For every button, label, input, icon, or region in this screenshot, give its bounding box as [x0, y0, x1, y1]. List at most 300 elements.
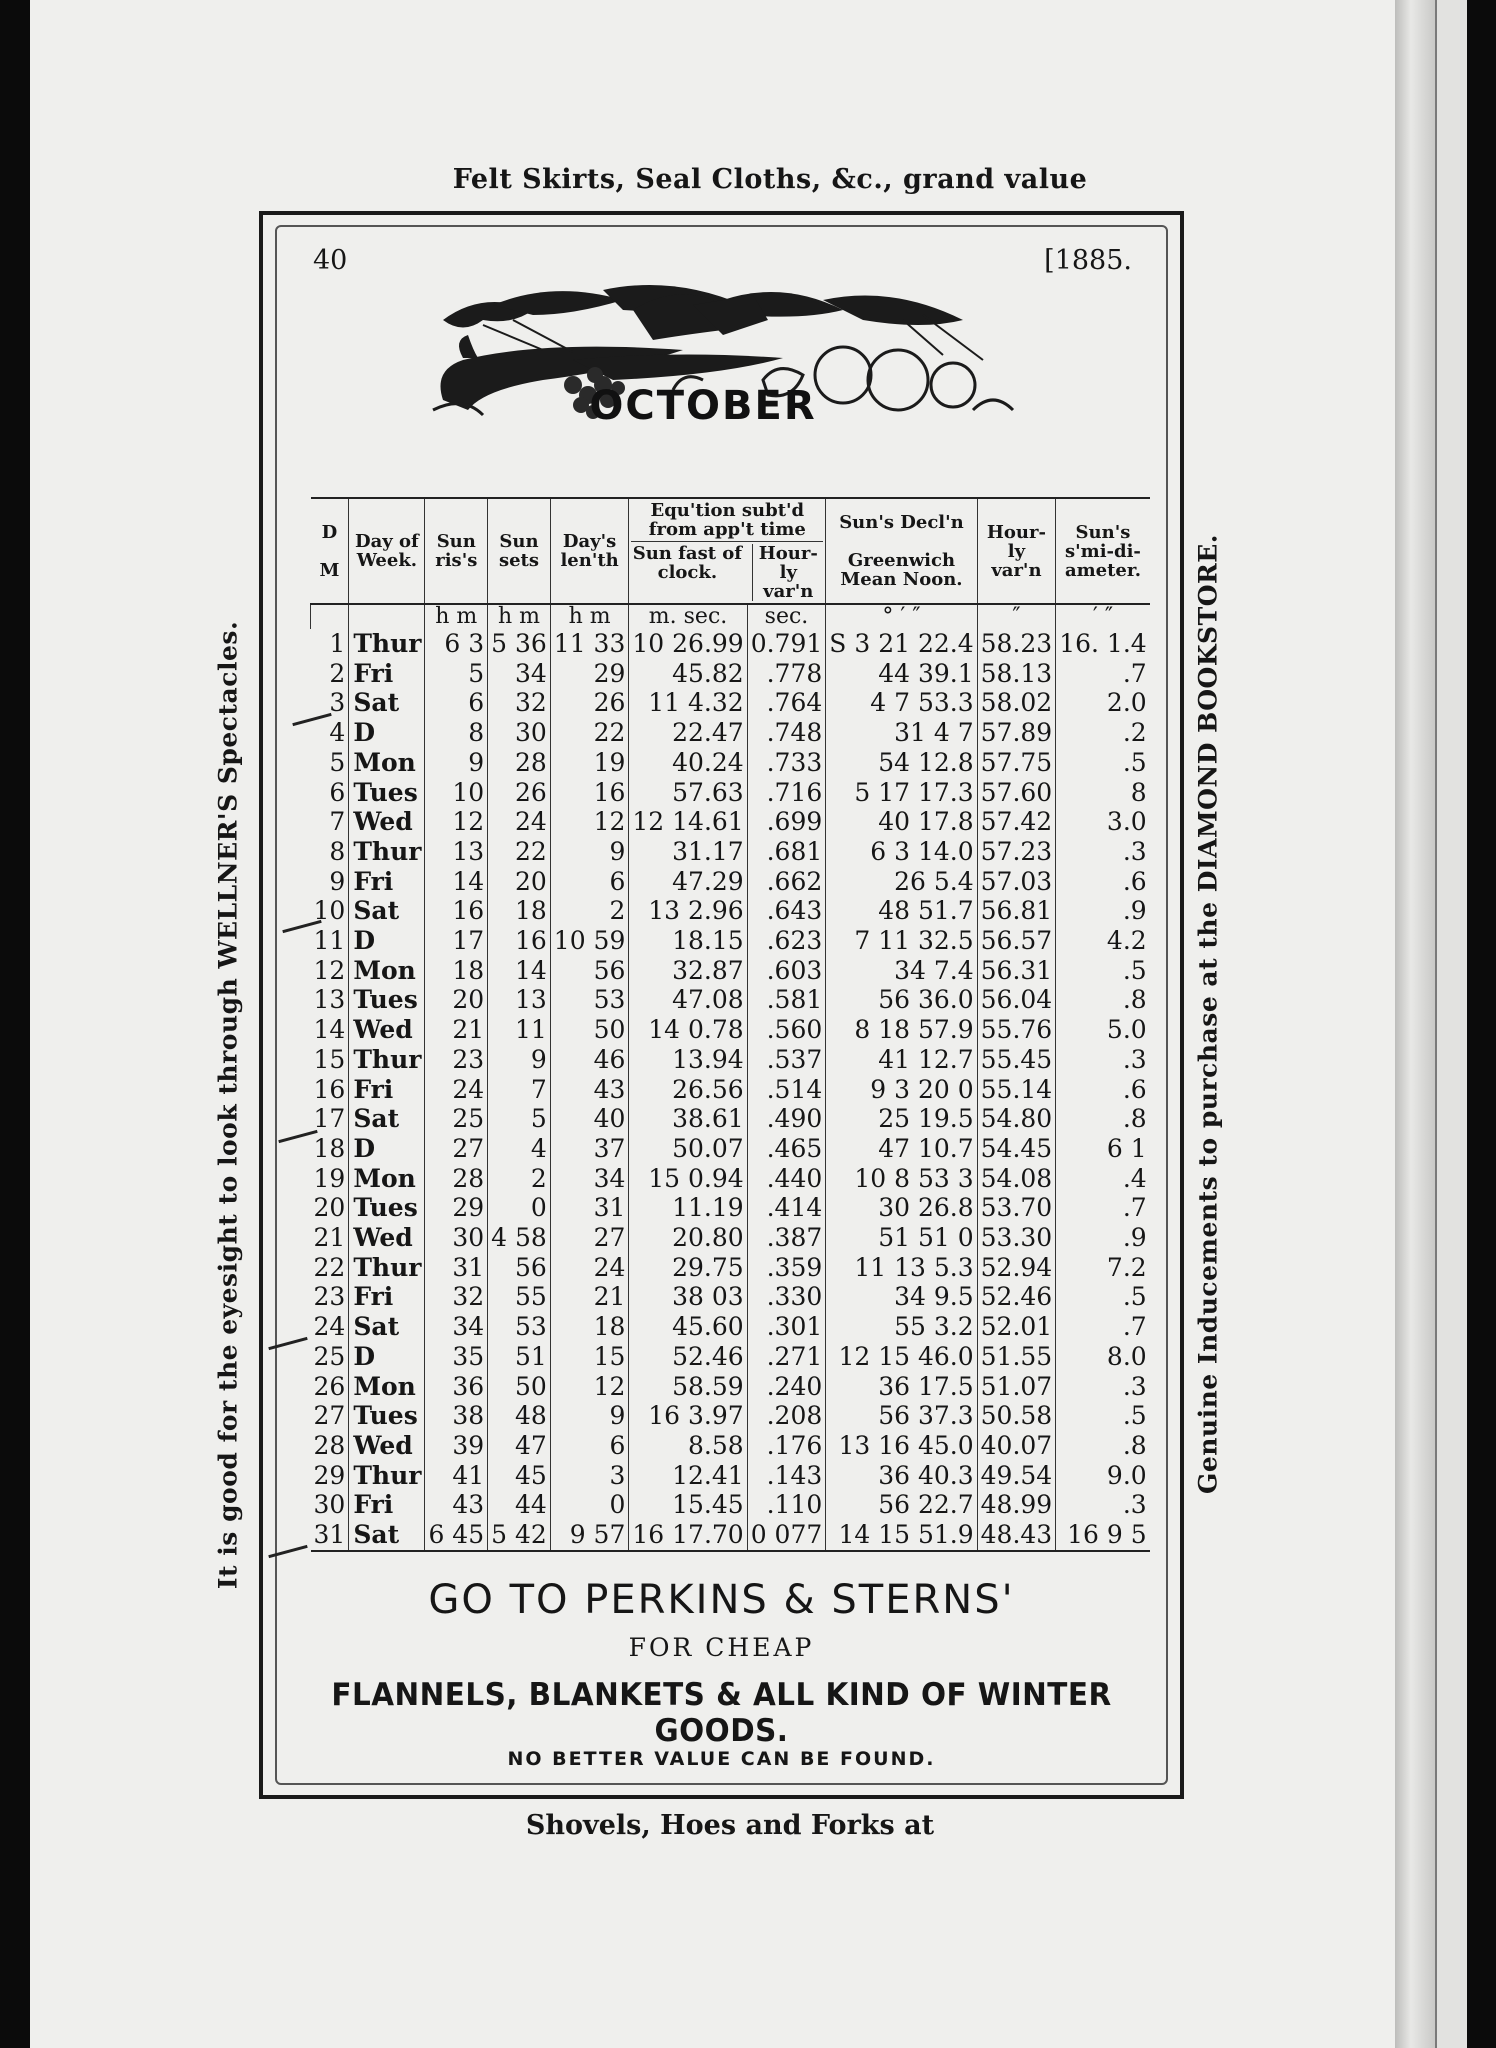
hourly-variation-2-cell: 55.76	[977, 1015, 1056, 1045]
sunrise-cell: 29	[425, 1193, 488, 1223]
sunset-cell: 50	[488, 1372, 551, 1402]
day-length-cell: 10 59	[550, 926, 629, 956]
hourly-variation-2-cell: 58.02	[977, 688, 1056, 718]
table-row	[311, 748, 1150, 778]
unit-cell: sec.	[747, 604, 826, 629]
sunrise-cell: 25	[425, 1104, 488, 1134]
day-of-week-cell: Wed	[349, 1431, 425, 1461]
table-row	[311, 1075, 1150, 1105]
sunset-cell: 4 58	[488, 1223, 551, 1253]
sunset-cell: 48	[488, 1401, 551, 1431]
hourly-variation-2-cell: 53.30	[977, 1223, 1056, 1253]
sunrise-cell: 21	[425, 1015, 488, 1045]
page-number: 40	[313, 245, 348, 276]
sun-fast-cell: 20.80	[629, 1223, 747, 1253]
day-length-cell: 22	[550, 718, 629, 748]
declination-cell: 31 4 7	[826, 718, 977, 748]
hourly-variation-cell: .330	[747, 1282, 826, 1312]
semi-diameter-cell: .4	[1056, 1164, 1150, 1194]
declination-cell: 10 8 53 3	[826, 1164, 977, 1194]
hourly-variation-cell: .301	[747, 1312, 826, 1342]
sun-fast-cell: 10 26.99	[629, 629, 747, 659]
day-number-cell: 4	[329, 718, 346, 748]
day-number-cell: 13	[313, 985, 346, 1015]
day-of-week-cell: Mon	[349, 1372, 425, 1402]
table-row	[311, 1193, 1150, 1223]
semi-diameter-cell: .6	[1056, 867, 1150, 897]
sunrise-cell: 6	[425, 688, 488, 718]
semi-diameter-cell: 5.0	[1056, 1015, 1150, 1045]
hourly-variation-cell: 0.791	[747, 629, 826, 659]
unit-cell: ′ ″	[1056, 604, 1150, 629]
declination-cell: 26 5.4	[826, 867, 977, 897]
day-number-cell: 20	[313, 1193, 346, 1223]
semi-diameter-cell: 7.2	[1056, 1253, 1150, 1283]
page-gutter	[1395, 0, 1435, 2048]
day-number-cell: 24	[313, 1312, 346, 1342]
hourly-variation-cell: .110	[747, 1490, 826, 1520]
hourly-variation-cell: .240	[747, 1372, 826, 1402]
hourly-variation-2-cell: 57.03	[977, 867, 1056, 897]
day-length-cell: 56	[550, 956, 629, 986]
declination-cell: 36 40.3	[826, 1461, 977, 1491]
day-number-cell: 21	[313, 1223, 346, 1253]
advert-subline: FOR CHEAP	[628, 1633, 815, 1662]
sunrise-cell: 32	[425, 1282, 488, 1312]
hourly-variation-2-cell: 55.14	[977, 1075, 1056, 1105]
semi-diameter-cell: 16. 1.4	[1056, 629, 1150, 659]
advert-headline: GO TO PERKINS & STERNS'	[428, 1577, 1015, 1623]
sunset-cell: 20	[488, 867, 551, 897]
day-of-week-cell: Mon	[349, 1164, 425, 1194]
table-row	[311, 718, 1150, 748]
day-number-cell: 2	[329, 658, 346, 688]
hourly-variation-2-cell: 57.89	[977, 718, 1056, 748]
declination-cell: 6 3 14.0	[826, 837, 977, 867]
hourly-variation-cell: .603	[747, 956, 826, 986]
day-number-cell: 23	[313, 1282, 346, 1312]
semi-diameter-cell: .7	[1056, 1193, 1150, 1223]
hourly-variation-2-cell: 56.04	[977, 985, 1056, 1015]
day-number-cell: 22	[313, 1252, 346, 1282]
day-number-cell: 25	[313, 1341, 346, 1371]
declination-cell: 4 7 53.3	[826, 688, 977, 718]
day-length-cell: 2	[550, 896, 629, 926]
hourly-variation-2-cell: 54.45	[977, 1134, 1056, 1164]
day-number-cell: 31	[311, 1520, 349, 1551]
sun-fast-cell: 12.41	[629, 1461, 747, 1491]
day-number-cell: 17	[313, 1104, 346, 1134]
units-row	[311, 604, 1150, 629]
hourly-variation-2-cell: 51.55	[977, 1342, 1056, 1372]
sun-fast-cell: 16 3.97	[629, 1401, 747, 1431]
day-of-week-cell: Thur	[349, 1045, 425, 1075]
sunrise-cell: 27	[425, 1134, 488, 1164]
semi-diameter-cell: .5	[1056, 1282, 1150, 1312]
declination-cell: 56 22.7	[826, 1490, 977, 1520]
unit-cell: h m	[425, 604, 488, 629]
table-row	[311, 1312, 1150, 1342]
sunset-cell: 9	[488, 1045, 551, 1075]
hourly-variation-cell: .143	[747, 1461, 826, 1491]
day-of-week-cell: Tues	[349, 985, 425, 1015]
day-of-week-cell: Fri	[349, 867, 425, 897]
day-number-cell: 5	[329, 747, 346, 777]
day-of-week-cell: Wed	[349, 807, 425, 837]
semi-diameter-cell: 9.0	[1056, 1461, 1150, 1491]
declination-cell: 14 15 51.9	[826, 1520, 977, 1551]
declination-cell: 30 26.8	[826, 1193, 977, 1223]
declination-cell: 25 19.5	[826, 1104, 977, 1134]
day-length-cell: 9 57	[550, 1520, 629, 1551]
sunrise-cell: 30	[425, 1223, 488, 1253]
sun-fast-cell: 40.24	[629, 748, 747, 778]
hourly-variation-cell: .359	[747, 1253, 826, 1283]
semi-diameter-cell: .9	[1056, 1223, 1150, 1253]
declination-cell: 12 15 46.0	[826, 1342, 977, 1372]
hourly-variation-2-cell: 57.75	[977, 748, 1056, 778]
sunset-cell: 34	[488, 659, 551, 689]
declination-cell: 8 18 57.9	[826, 1015, 977, 1045]
table-row	[311, 659, 1150, 689]
declination-cell: 11 13 5.3	[826, 1253, 977, 1283]
month-title: OCTOBER	[589, 383, 817, 429]
sunrise-cell: 14	[425, 867, 488, 897]
day-of-week-cell: Sat	[349, 688, 425, 718]
semi-diameter-cell: .8	[1056, 985, 1150, 1015]
hourly-variation-cell: .716	[747, 778, 826, 808]
unit-cell: ″	[977, 604, 1056, 629]
sunset-cell: 0	[488, 1193, 551, 1223]
hourly-variation-cell: .581	[747, 985, 826, 1015]
hourly-variation-2-cell: 54.80	[977, 1104, 1056, 1134]
hourly-variation-cell: .271	[747, 1342, 826, 1372]
sun-fast-cell: 18.15	[629, 926, 747, 956]
sun-fast-cell: 57.63	[629, 778, 747, 808]
sun-fast-cell: 50.07	[629, 1134, 747, 1164]
hourly-variation-2-cell: 51.07	[977, 1372, 1056, 1402]
hourly-variation-cell: .778	[747, 659, 826, 689]
table-row	[311, 1223, 1150, 1253]
semi-diameter-cell: .3	[1056, 1372, 1150, 1402]
table-row	[311, 1104, 1150, 1134]
col-sun-sets: Sun sets	[488, 498, 551, 604]
semi-diameter-cell: 2.0	[1056, 688, 1150, 718]
declination-cell: 48 51.7	[826, 896, 977, 926]
declination-cell: 5 17 17.3	[826, 778, 977, 808]
day-length-cell: 19	[550, 748, 629, 778]
semi-diameter-cell: 4.2	[1056, 926, 1150, 956]
day-length-cell: 24	[550, 1253, 629, 1283]
hourly-variation-2-cell: 48.43	[977, 1520, 1056, 1551]
hourly-variation-2-cell: 55.45	[977, 1045, 1056, 1075]
day-length-cell: 27	[550, 1223, 629, 1253]
day-length-cell: 11 33	[550, 629, 629, 659]
hourly-variation-cell: .748	[747, 718, 826, 748]
table-row	[311, 867, 1150, 897]
sun-fast-cell: 14 0.78	[629, 1015, 747, 1045]
hourly-variation-2-cell: 57.42	[977, 807, 1056, 837]
semi-diameter-cell: .9	[1056, 896, 1150, 926]
day-length-cell: 15	[550, 1342, 629, 1372]
sun-fast-cell: 29.75	[629, 1253, 747, 1283]
semi-diameter-cell: 6 1	[1056, 1134, 1150, 1164]
day-length-cell: 6	[550, 1431, 629, 1461]
day-number-cell: 27	[313, 1401, 346, 1431]
day-of-week-cell: Mon	[349, 748, 425, 778]
table-header-row	[311, 498, 1150, 604]
declination-cell: 40 17.8	[826, 807, 977, 837]
day-length-cell: 26	[550, 688, 629, 718]
sunrise-cell: 28	[425, 1164, 488, 1194]
semi-diameter-cell: .2	[1056, 718, 1150, 748]
sun-fast-cell: 11 4.32	[629, 688, 747, 718]
sunrise-cell: 17	[425, 926, 488, 956]
right-margin-text: Genuine Inducements to purchase at the DIAMOND BOOKSTORE.	[1193, 533, 1223, 1495]
day-of-week-cell: Fri	[349, 1282, 425, 1312]
day-of-week-cell: Sat	[349, 1104, 425, 1134]
table-row	[311, 1164, 1150, 1194]
hourly-variation-cell: .764	[747, 688, 826, 718]
sunrise-cell: 39	[425, 1431, 488, 1461]
col-hourly-var2: Hour- ly var'n	[977, 498, 1056, 604]
sun-decl-label: Sun's Decl'n	[839, 512, 964, 533]
declination-cell: 54 12.8	[826, 748, 977, 778]
semi-diameter-cell: .5	[1056, 956, 1150, 986]
declination-cell: 9 3 20 0	[826, 1075, 977, 1105]
day-of-week-cell: D	[349, 1134, 425, 1164]
sun-fast-cell: 22.47	[629, 718, 747, 748]
table-row	[311, 1342, 1150, 1372]
sunrise-cell: 36	[425, 1372, 488, 1402]
day-of-week-cell: Thur	[349, 1461, 425, 1491]
hourly-variation-cell: .662	[747, 867, 826, 897]
sun-fast-cell: 12 14.61	[629, 807, 747, 837]
declination-cell: 13 16 45.0	[826, 1431, 977, 1461]
declination-cell: S 3 21 22.4	[826, 629, 977, 659]
declination-cell: 34 7.4	[826, 956, 977, 986]
sunset-cell: 30	[488, 718, 551, 748]
hourly-variation-cell: .699	[747, 807, 826, 837]
day-length-cell: 6	[550, 867, 629, 897]
col-equation-group	[629, 498, 826, 604]
sun-fast-cell: 38.61	[629, 1104, 747, 1134]
sunrise-cell: 41	[425, 1461, 488, 1491]
sunrise-cell: 10	[425, 778, 488, 808]
sunset-cell: 4	[488, 1134, 551, 1164]
sun-fast-cell: 13 2.96	[629, 896, 747, 926]
day-of-week-cell: Thur	[349, 837, 425, 867]
day-number-cell: 29	[313, 1460, 346, 1490]
hourly-variation-2-cell: 56.31	[977, 956, 1056, 986]
advert-goods: FLANNELS, BLANKETS & ALL KIND OF WINTER GOODS.	[331, 1677, 1112, 1749]
day-length-cell: 9	[550, 1401, 629, 1431]
sun-fast-cell: 13.94	[629, 1045, 747, 1075]
unit-cell: h m	[488, 604, 551, 629]
sunset-cell: 7	[488, 1075, 551, 1105]
day-number-cell: 18	[313, 1133, 346, 1163]
hourly-variation-cell: .643	[747, 896, 826, 926]
day-number-cell: 7	[329, 807, 346, 837]
hourly-variation-cell: .440	[747, 1164, 826, 1194]
sunset-cell: 51	[488, 1342, 551, 1372]
sunset-cell: 26	[488, 778, 551, 808]
hourly-variation-2-cell: 50.58	[977, 1401, 1056, 1431]
sunset-cell: 56	[488, 1253, 551, 1283]
hourly-variation-2-cell: 54.08	[977, 1164, 1056, 1194]
sunset-cell: 11	[488, 1015, 551, 1045]
day-length-cell: 0	[550, 1490, 629, 1520]
hourly-variation-cell: .176	[747, 1431, 826, 1461]
sunrise-cell: 9	[425, 748, 488, 778]
sun-fast-cell: 58.59	[629, 1372, 747, 1402]
declination-cell: 56 37.3	[826, 1401, 977, 1431]
next-page-edge	[1435, 0, 1467, 2048]
day-length-cell: 46	[550, 1045, 629, 1075]
day-of-week-cell: Sat	[349, 1520, 425, 1551]
unit-cell: h m	[550, 604, 629, 629]
day-of-week-cell: Wed	[349, 1015, 425, 1045]
declination-cell: 56 36.0	[826, 985, 977, 1015]
day-length-cell: 12	[550, 1372, 629, 1402]
sunset-cell: 13	[488, 985, 551, 1015]
day-length-cell: 12	[550, 807, 629, 837]
semi-diameter-cell: .3	[1056, 1490, 1150, 1520]
sunrise-cell: 23	[425, 1045, 488, 1075]
top-running-text: Felt Skirts, Seal Cloths, &c., grand value	[452, 164, 1088, 195]
col-sun-declination	[826, 498, 977, 604]
day-number-cell: 12	[313, 955, 346, 985]
semi-diameter-cell: .7	[1056, 1312, 1150, 1342]
table-row	[311, 896, 1150, 926]
semi-diameter-cell: .5	[1056, 1401, 1150, 1431]
sunset-cell: 24	[488, 807, 551, 837]
hourly-variation-2-cell: 52.94	[977, 1253, 1056, 1283]
day-of-week-cell: Sat	[349, 896, 425, 926]
sunset-cell: 5	[488, 1104, 551, 1134]
unit-cell: ° ′ ″	[826, 604, 977, 629]
hourly-variation-cell: .514	[747, 1075, 826, 1105]
hourly-variation-cell: .733	[747, 748, 826, 778]
sunset-cell: 2	[488, 1164, 551, 1194]
almanac-frame	[259, 211, 1184, 1799]
col-hourly-var: Hour- ly var'n	[752, 544, 823, 601]
sun-fast-cell: 8.58	[629, 1431, 747, 1461]
day-of-week-cell: Wed	[349, 1223, 425, 1253]
day-of-week-cell: D	[349, 1342, 425, 1372]
sunrise-cell: 35	[425, 1342, 488, 1372]
day-number-cell: 10	[313, 896, 346, 926]
semi-diameter-cell: 8	[1056, 778, 1150, 808]
sun-fast-cell: 15.45	[629, 1490, 747, 1520]
sun-fast-cell: 26.56	[629, 1075, 747, 1105]
semi-diameter-cell: .6	[1056, 1075, 1150, 1105]
sun-fast-cell: 31.17	[629, 837, 747, 867]
semi-diameter-cell: .5	[1056, 748, 1150, 778]
bottom-running-text: Shovels, Hoes and Forks at	[525, 1810, 935, 1841]
hourly-variation-2-cell: 57.23	[977, 837, 1056, 867]
semi-diameter-cell: .7	[1056, 659, 1150, 689]
left-margin-text: It is good for the eyesight to look through WELLNER'S Spectacles.	[213, 620, 243, 1590]
sunrise-cell: 34	[425, 1312, 488, 1342]
day-number-cell: 19	[313, 1163, 346, 1193]
semi-diameter-cell: .8	[1056, 1431, 1150, 1461]
day-number-cell: 14	[313, 1015, 346, 1045]
sunrise-cell: 43	[425, 1490, 488, 1520]
day-of-week-cell: Tues	[349, 1401, 425, 1431]
hourly-variation-2-cell: 57.60	[977, 778, 1056, 808]
day-length-cell: 31	[550, 1193, 629, 1223]
table-row	[311, 1253, 1150, 1283]
day-of-week-cell: D	[349, 926, 425, 956]
sunset-cell: 14	[488, 956, 551, 986]
hourly-variation-2-cell: 52.46	[977, 1282, 1056, 1312]
col-d-m: D M	[311, 498, 349, 604]
day-number-cell: 15	[313, 1044, 346, 1074]
table-row	[311, 1015, 1150, 1045]
hourly-variation-2-cell: 52.01	[977, 1312, 1056, 1342]
semi-diameter-cell: 3.0	[1056, 807, 1150, 837]
hourly-variation-cell: .623	[747, 926, 826, 956]
sunset-cell: 5 42	[488, 1520, 551, 1551]
semi-diameter-cell: .3	[1056, 837, 1150, 867]
day-number-cell: 26	[313, 1371, 346, 1401]
col-days-length: Day's len'th	[550, 498, 629, 604]
table-row	[311, 1282, 1150, 1312]
sun-fast-cell: 47.08	[629, 985, 747, 1015]
table-row	[311, 807, 1150, 837]
sunset-cell: 47	[488, 1431, 551, 1461]
declination-cell: 47 10.7	[826, 1134, 977, 1164]
day-length-cell: 16	[550, 778, 629, 808]
sun-fast-cell: 47.29	[629, 867, 747, 897]
table-row	[311, 837, 1150, 867]
sunrise-cell: 18	[425, 956, 488, 986]
day-of-week-cell: Thur	[349, 1253, 425, 1283]
advert-tagline: NO BETTER VALUE CAN BE FOUND.	[507, 1748, 936, 1770]
day-length-cell: 37	[550, 1134, 629, 1164]
sunrise-cell: 6 3	[425, 629, 488, 659]
table-row	[311, 778, 1150, 808]
day-length-cell: 43	[550, 1075, 629, 1105]
day-of-week-cell: Tues	[349, 778, 425, 808]
day-of-week-cell: Sat	[349, 1312, 425, 1342]
hourly-variation-2-cell: 56.57	[977, 926, 1056, 956]
day-number-cell: 6	[329, 777, 346, 807]
day-length-cell: 34	[550, 1164, 629, 1194]
day-length-cell: 9	[550, 837, 629, 867]
sunset-cell: 16	[488, 926, 551, 956]
hourly-variation-2-cell: 49.54	[977, 1461, 1056, 1491]
hourly-variation-cell: 0 077	[747, 1520, 826, 1551]
declination-cell: 7 11 32.5	[826, 926, 977, 956]
hourly-variation-cell: .681	[747, 837, 826, 867]
table-row	[311, 1461, 1150, 1491]
declination-cell: 34 9.5	[826, 1282, 977, 1312]
day-of-week-cell: Fri	[349, 659, 425, 689]
hourly-variation-2-cell: 58.13	[977, 659, 1056, 689]
hourly-variation-cell: .387	[747, 1223, 826, 1253]
table-row	[311, 1431, 1150, 1461]
day-length-cell: 21	[550, 1282, 629, 1312]
sun-fast-cell: 32.87	[629, 956, 747, 986]
sunset-cell: 5 36	[488, 629, 551, 659]
sunrise-cell: 6 45	[425, 1520, 488, 1551]
sun-fast-cell: 45.60	[629, 1312, 747, 1342]
unit-cell: m. sec.	[629, 604, 747, 629]
hourly-variation-cell: .465	[747, 1134, 826, 1164]
day-length-cell: 40	[550, 1104, 629, 1134]
